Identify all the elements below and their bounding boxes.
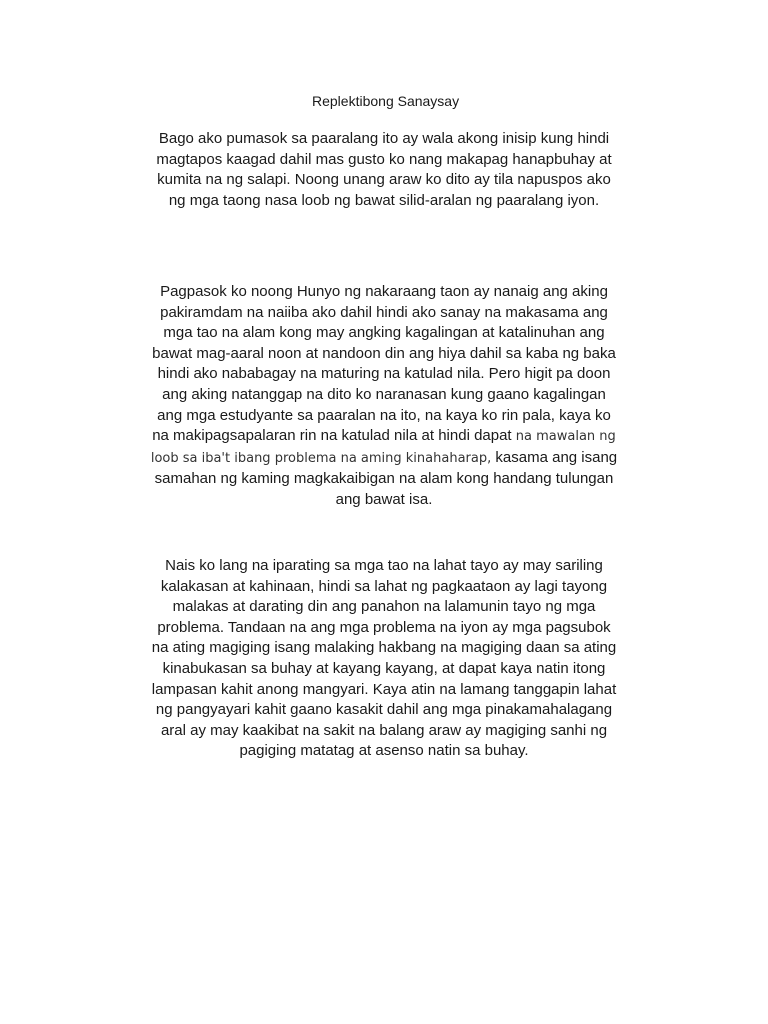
paragraph-1: Bago ako pumasok sa paaralang ito ay wala akong inisip kung hindi magtapos kaagad dahil mas gusto ko nang makapag hanapbuhay at kumita na ng salapi. Noong unang araw ko dito ay tila napuspos ako ng mga taong nasa loob ng bawat silid-aralan ng paaralang iyon. — [156, 130, 612, 209]
paragraph-2 — [150, 282, 618, 511]
paragraph-3: Nais ko lang na iparating sa mga tao na lahat tayo ay may sariling kalakasan at kahinaan, hindi sa lahat ng pagkaataon ay lagi tayong malakas at darating din ang panahon na lalamunin tayo ng mga problema. Tandaan na ang mga problema na iyon ay mga pagsubok na ating magiging isang malaking hakbang na magiging daan sa ating kinabukasan sa buhay at kayang kayang, at dapat kaya natin itong lampasan kahit anong mangyari. Kaya atin na lamang tanggapin lahat ng pangyayari kahit gaano kasakit dahil ang mga pinakamahalagang aral ay may kaakibat na sakit na balang araw ay magiging sanhi ng pagiging matatag at asenso natin sa buhay. — [151, 557, 617, 760]
paragraph-2-text-end: kasama ang isang samahan ng kaming magkakaibigan na alam kong handang tulungan ang bawat isa. — [154, 448, 618, 508]
paragraph-2-text-alt: na mawalan ng loob sa iba't ibang problema na aming kinahaharap, — [150, 429, 616, 466]
document-title: Replektibong Sanaysay — [312, 93, 460, 109]
paragraph-2-text-start: Pagpasok ko noong Hunyo ng nakaraang taon ay nanaig ang aking pakiramdam na naiiba ako dahil hindi ako sanay na makasama ang mga tao na alam kong may angking kagalingan at katalinuhan ang bawat mag-aaral noon at nandoon din ang hiya dahil sa kaba ng baka hindi ako nababagay na maturing na katulad nila. Pero higit pa doon ang aking natanggap na dito ko naranasan kung gaano kagalingan ang mga estudyante sa paaralan na ito, na kaya ko rin pala, kaya ko na makipagsapalaran rin na katulad nila at hindi dapat — [152, 283, 616, 445]
